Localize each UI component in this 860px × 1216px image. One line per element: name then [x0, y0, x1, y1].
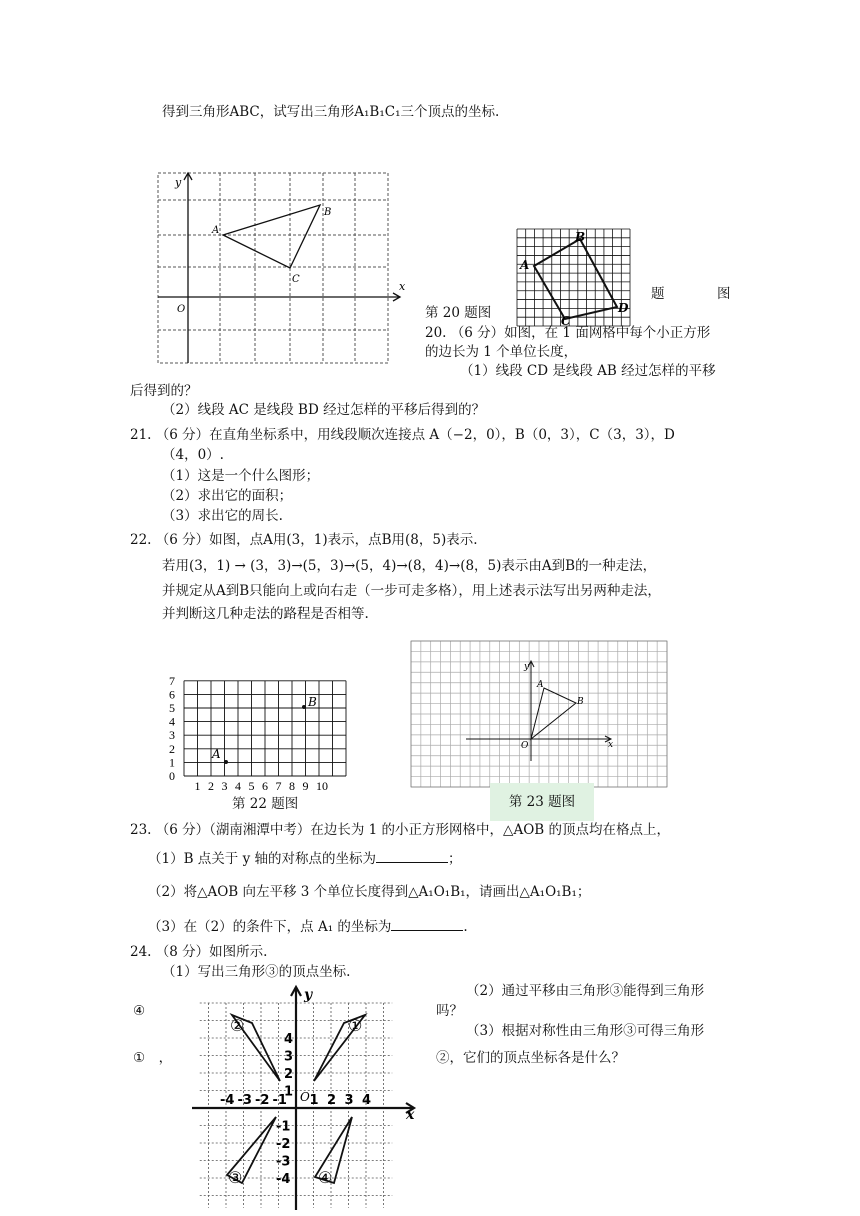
q23-part1-end: ； [448, 851, 462, 867]
q23-part2: （2）将△AOB 向左平移 3 个单位长度得到△A₁O₁B₁，请画出△A₁O₁B₁； [148, 884, 591, 900]
fig24-x-tick: 4 [362, 1093, 372, 1108]
q20-line-a: 20. （6 分）如图，在 1 面网格中每个小正方形 [425, 325, 711, 341]
fig24-y-tick: 1 [284, 1084, 294, 1100]
q24-left-1: ① ， [133, 1050, 173, 1066]
fig24-origin: O [300, 1090, 310, 1104]
fig22-x-tick: 8 [289, 779, 295, 793]
fig22-b-label: B [308, 695, 317, 709]
fig20-c-label: C [561, 314, 571, 328]
fig22-y-tick: 7 [169, 673, 175, 688]
q22-stem: 22. （6 分）如图，点A用(3，1)表示，点B用(8，5)表示. [130, 532, 478, 548]
fig24-y-tick: -3 [276, 1154, 291, 1170]
fig24-x-tick: -3 [237, 1093, 252, 1108]
fig22-a-label: A [212, 747, 221, 761]
fig22-x-tick: 3 [221, 779, 228, 793]
q20-line-b: 的边长为 1 个单位长度， [425, 344, 578, 360]
fig22-x-tick: 7 [275, 779, 282, 793]
caption-20: 第 20 题图 [425, 305, 492, 321]
q23-answer-blank-1[interactable] [376, 850, 448, 863]
fig24-triangle-3: ③ [228, 1168, 243, 1187]
q23-part1 [148, 850, 462, 867]
q24-left-4: ④ [133, 1003, 146, 1019]
fig23-x-label: x [608, 740, 614, 750]
fig24-x-tick: 3 [344, 1093, 354, 1108]
x-axis-label: x [399, 280, 406, 293]
q24-stem: 24. （8 分）如图所示. [130, 944, 268, 960]
fig24-x-tick: 1 [309, 1093, 319, 1108]
fig22-y-tick: 0 [169, 769, 175, 783]
fig22-x-tick: 2 [208, 779, 214, 793]
fig24-y-tick: 2 [284, 1067, 294, 1082]
q23-stem: 23. （6 分）（湖南湘潭中考）在边长为 1 的小正方形网格中，△AOB 的顶点均在格点上， [130, 822, 670, 838]
fig24-y-tick: -1 [276, 1119, 291, 1135]
point-a-label: A [212, 225, 220, 236]
q21-stem: 21. （6 分）在直角坐标系中，用线段顺次连接点 A（−2，0），B（0，3），C（3，3），D [130, 427, 675, 443]
fig22-x-tick: 9 [302, 779, 309, 793]
q22-rule: 并规定从A到B只能向上或向右走（一步可走多格），用上述表示法写出另两种走法， [162, 583, 661, 599]
intro-line: 得到三角形ABC，试写出三角形A₁B₁C₁三个顶点的坐标. [162, 104, 500, 120]
side-word-ti: 题 [651, 286, 665, 302]
q20-part2: （2）线段 AC 是线段 BD 经过怎样的平移后得到的？ [162, 402, 486, 418]
q24-part2b: 吗？ [436, 1003, 463, 1019]
fig20-b-label: B [575, 230, 586, 244]
caption-22: 第 22 题图 [232, 796, 299, 812]
q23-part1-text: （1）B 点关于 y 轴的对称点的坐标为 [148, 851, 377, 867]
q23-answer-blank-2[interactable] [391, 918, 463, 931]
q22-judge: 并判断这几种走法的路程是否相等. [162, 606, 369, 622]
q23-part3 [148, 918, 468, 935]
fig24-triangle-2: ② [230, 1016, 245, 1035]
fig24-x-label: x [406, 1107, 415, 1123]
fig22-y-tick: 2 [169, 741, 175, 756]
fig24-x-tick: -4 [220, 1093, 235, 1108]
fig20-d-label: D [618, 301, 629, 315]
fig24-triangle-1: ① [348, 1016, 363, 1035]
fig22-x-tick: 10 [316, 779, 328, 793]
q21-part2: （2）求出它的面积； [162, 488, 293, 504]
q21-part3: （3）求出它的周长. [162, 508, 283, 524]
figure-22-grid [168, 668, 368, 798]
q24-part3b: ②，它们的顶点坐标各是什么？ [436, 1050, 625, 1066]
fig22-y-tick: 5 [169, 701, 175, 715]
fig23-y-label: y [524, 662, 530, 672]
origin-label: O [177, 304, 186, 315]
q24-part3a: （3）根据对称性由三角形③可得三角形 [466, 1023, 705, 1039]
q21-part1: （1）这是一个什么图形； [162, 468, 320, 484]
fig22-y-tick: 3 [169, 728, 175, 743]
fig22-x-tick: 5 [248, 779, 255, 793]
figure-triangle-abc [155, 170, 405, 370]
q22-route: 若用(3，1) → (3，3)→(5，3)→(5，4)→(8，4)→(8，5)表示由A到B的一种走法， [162, 558, 657, 574]
fig22-x-tick: 4 [235, 779, 241, 793]
fig24-x-tick: 2 [327, 1093, 337, 1108]
fig24-x-tick: -1 [272, 1093, 287, 1108]
point-c-label: C [292, 274, 300, 285]
fig24-y-label: y [304, 987, 313, 1003]
fig22-y-tick: 4 [169, 714, 175, 729]
fig23-b-label: B [577, 697, 584, 707]
y-axis-label: y [175, 176, 182, 189]
q24-part2a: （2）通过平移由三角形③能得到三角形 [466, 983, 705, 999]
fig23-o-label: O [521, 741, 529, 751]
figure-20-grid [517, 229, 637, 329]
fig24-y-tick: -2 [276, 1137, 291, 1152]
caption-23: 第 23 题图 [490, 783, 594, 821]
fig24-y-tick: 4 [284, 1032, 294, 1047]
figure-23-grid [411, 641, 669, 789]
fig22-y-tick: 6 [169, 687, 175, 702]
q20-part1: （1）线段 CD 是线段 AB 经过怎样的平移 [460, 363, 716, 379]
side-word-tu: 图 [717, 286, 731, 302]
fig24-y-tick: 3 [284, 1049, 294, 1065]
q24-part1: （1）写出三角形③的顶点坐标. [162, 964, 351, 980]
fig24-y-tick: -4 [276, 1172, 291, 1187]
fig22-x-tick: 1 [194, 779, 201, 793]
point-b-label: B [324, 207, 332, 218]
q20-part1-cont: 后得到的？ [130, 383, 198, 399]
fig22-y-tick: 1 [169, 755, 175, 770]
q23-part3-text: （3）在（2）的条件下，点 A₁ 的坐标为 [148, 919, 392, 935]
q21-stem-cont: （4，0）. [162, 447, 224, 463]
fig22-x-tick: 6 [262, 779, 268, 793]
fig23-a-label: A [537, 680, 544, 690]
fig24-triangle-4: ④ [318, 1168, 333, 1187]
fig24-x-tick: -2 [255, 1093, 270, 1108]
fig20-a-label: A [520, 258, 530, 272]
q23-part3-end: . [463, 919, 468, 935]
figure-24-grid [192, 985, 422, 1210]
